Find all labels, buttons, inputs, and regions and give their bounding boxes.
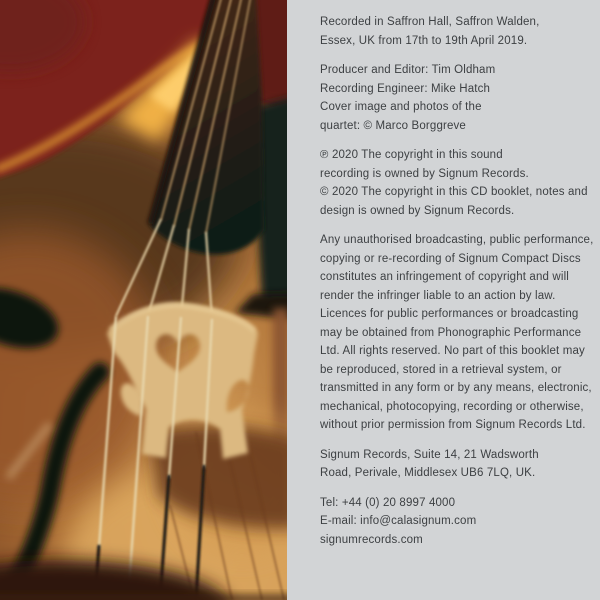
text-line: be reproduced, stored in a retrieval system, or — [320, 363, 562, 376]
credits-paragraph — [320, 61, 593, 135]
text-line: Recording Engineer: Mike Hatch — [320, 82, 491, 95]
copyright-paragraph — [320, 146, 593, 220]
text-line: Signum Records, Suite 14, 21 Wadsworth — [320, 448, 539, 461]
legal-paragraph — [320, 231, 593, 435]
text-line: Essex, UK from 17th to 19th April 2019. — [320, 34, 528, 47]
text-line: Licences for public performances or broadcasting — [320, 308, 579, 320]
text-line: Cover image and photos of the — [320, 101, 482, 113]
phone-line: Tel: +44 (0) 20 8997 4000 — [320, 496, 456, 509]
text-line: Road, Perivale, Middlesex UB6 7LQ, UK. — [320, 467, 536, 479]
text-line: mechanical, photocopying, recording or otherwise, — [320, 400, 584, 413]
text-line: Any unauthorised broadcasting, public performance, — [320, 234, 594, 246]
recording-info-paragraph — [320, 13, 593, 50]
text-line: ℗ 2020 The copyright in this sound — [320, 149, 503, 161]
text-line: © 2020 The copyright in this CD booklet, notes and — [320, 186, 588, 198]
text-line: design is owned by Signum Records. — [320, 204, 515, 217]
text-line: without prior permission from Signum Records Ltd. — [320, 419, 586, 431]
contact-paragraph — [320, 494, 593, 550]
address-paragraph — [320, 446, 593, 483]
cello-photo-illustration — [0, 0, 287, 600]
email-line: E-mail: info@calasignum.com — [320, 515, 477, 527]
text-line: transmitted in any form or by any means, electronic, — [320, 382, 592, 394]
text-line: constitutes an infringement of copyright and will — [320, 271, 569, 283]
credits-panel — [287, 0, 600, 600]
text-line: Producer and Editor: Tim Oldham — [320, 64, 496, 76]
cello-photo — [0, 0, 287, 600]
text-line: quartet: © Marco Borggreve — [320, 119, 466, 132]
text-line: Recorded in Saffron Hall, Saffron Walden, — [320, 16, 540, 28]
text-line: render the infringer liable to an action by law. — [320, 289, 556, 302]
text-line: may be obtained from Phonographic Performance — [320, 326, 582, 339]
text-line: Ltd. All rights reserved. No part of this booklet may — [320, 345, 585, 357]
text-line: recording is owned by Signum Records. — [320, 167, 529, 180]
text-line: copying or re-recording of Signum Compact Discs — [320, 252, 581, 265]
website-line: signumrecords.com — [320, 533, 423, 546]
